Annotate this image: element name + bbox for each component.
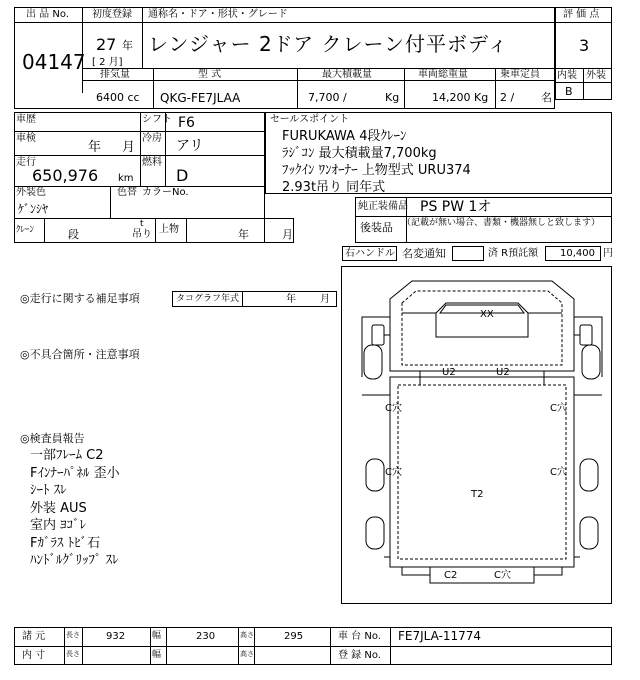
name-change-box bbox=[452, 246, 484, 261]
width-value: 230 bbox=[196, 631, 216, 642]
max-load-unit: Kg bbox=[385, 91, 400, 104]
reg-year-unit: 年 bbox=[122, 39, 133, 52]
history-label: 車歴 bbox=[16, 114, 36, 125]
mileage-label: 走行 bbox=[16, 157, 36, 168]
crane-ton-unit-top: t bbox=[140, 219, 144, 229]
score-value: 3 bbox=[579, 36, 590, 55]
mark-c2: C2 bbox=[444, 570, 458, 581]
recycle-label: 済 R預託額 bbox=[488, 248, 539, 259]
steering-value: 右ハンドル bbox=[345, 248, 395, 259]
inspection-month: 月 bbox=[122, 140, 136, 155]
height-label: 高さ bbox=[240, 631, 254, 639]
driving-notes-label: ◎走行に関する補足事項 bbox=[20, 292, 140, 305]
shift-value: F6 bbox=[178, 115, 195, 131]
inspector-line: ﾊﾝﾄﾞﾙｸﾞﾘｯﾌﾟ ｽﾚ bbox=[30, 553, 119, 568]
inspector-line: 室内 ﾖｺﾞﾚ bbox=[30, 518, 87, 533]
mark-t2: T2 bbox=[471, 489, 484, 500]
mark-c-right-2: C穴 bbox=[550, 467, 567, 478]
exterior-score-label: 外装 bbox=[586, 70, 606, 81]
max-load-label: 最大積載量 bbox=[322, 69, 372, 80]
in-length-label: 長さ bbox=[66, 650, 80, 658]
inspector-report-label: ◎検査員報告 bbox=[20, 432, 85, 445]
lot-label: 出 品 No. bbox=[26, 9, 69, 20]
first-reg-label: 初度登録 bbox=[92, 9, 132, 20]
upper-month: 月 bbox=[282, 228, 293, 241]
inspector-line: ｼｰﾄ ｽﾚ bbox=[30, 483, 67, 498]
mileage-unit: km bbox=[118, 173, 134, 184]
mileage-value: 650,976 bbox=[32, 166, 99, 185]
capacity-label: 乗車定員 bbox=[500, 69, 540, 80]
gross-weight-value: 14,200 Kg bbox=[432, 91, 489, 104]
truck-outline-diagram bbox=[342, 267, 611, 603]
tacho-year: 年 bbox=[286, 294, 296, 305]
crane-label: ｸﾚｰﾝ bbox=[16, 225, 35, 235]
ext-color-value: ｹﾞﾝｼﾔ bbox=[18, 202, 49, 216]
inspection-year: 年 bbox=[88, 140, 102, 155]
model-value: QKG-FE7JLAA bbox=[160, 91, 241, 105]
interior-dims-label: 内 寸 bbox=[22, 650, 46, 661]
vehicle-title: レンジャー 2ドア クレーン付平ボディ bbox=[148, 32, 509, 56]
vehicle-diagram-frame bbox=[341, 266, 612, 604]
aftermarket-label: 後装品 bbox=[360, 221, 393, 234]
sales-point-line: ﾗｼﾞｺﾝ 最大積載量7,700kg bbox=[282, 146, 437, 161]
genuine-equipment-label: 純正装備品 bbox=[358, 201, 408, 212]
sales-point-line: FURUKAWA 4段ｸﾚｰﾝ bbox=[282, 129, 407, 144]
shift-label: シフト bbox=[142, 114, 172, 125]
mark-xx: XX bbox=[480, 309, 494, 320]
name-change-label: 名変通知 bbox=[402, 247, 446, 260]
sales-point-line: ﾌｯｸｲﾝ ﾜﾝｵｰﾅｰ 上物型式 URU374 bbox=[282, 163, 471, 178]
fuel-value: D bbox=[176, 166, 189, 185]
mark-c-left-1: C穴 bbox=[385, 403, 402, 414]
chassis-value: FE7JLA-11774 bbox=[398, 629, 482, 643]
tacho-month: 月 bbox=[320, 294, 330, 305]
mark-c-bottom: C穴 bbox=[494, 570, 511, 581]
capacity-value: 2 / bbox=[500, 91, 515, 104]
tacho-label: タコグラフ年式 bbox=[176, 294, 240, 304]
length-label: 長さ bbox=[66, 631, 80, 639]
in-height-label: 高さ bbox=[240, 650, 254, 658]
gross-weight-label: 車両総重量 bbox=[418, 69, 468, 80]
reg-month: [ 2 月] bbox=[92, 57, 123, 68]
mark-u2-left: U2 bbox=[442, 367, 456, 378]
score-label: 評 価 点 bbox=[563, 9, 600, 20]
inspection-label: 車検 bbox=[16, 133, 36, 144]
crane-stage: 段 bbox=[68, 228, 79, 241]
ac-label: 冷房 bbox=[142, 133, 162, 144]
sales-points-label: セールスポイント bbox=[270, 114, 350, 125]
upper-year: 年 bbox=[238, 228, 249, 241]
mark-u2-right: U2 bbox=[496, 367, 510, 378]
lot-number: 04147 bbox=[22, 50, 86, 74]
recycle-amount: 10,400 bbox=[560, 248, 595, 259]
genuine-equipment-value: PS PW 1オ bbox=[420, 199, 492, 215]
model-label: 型 式 bbox=[198, 69, 222, 80]
reg-year: 27 bbox=[96, 35, 117, 54]
displacement-label: 排気量 bbox=[100, 69, 130, 80]
ext-color-label: 外装色 bbox=[16, 187, 46, 198]
max-load-value: 7,700 / bbox=[308, 91, 347, 104]
width-label: 幅 bbox=[152, 631, 162, 641]
sales-points-list bbox=[282, 128, 471, 196]
defects-label: ◎不具合箇所・注意事項 bbox=[20, 348, 140, 361]
dims-label: 諸 元 bbox=[22, 631, 46, 642]
mark-c-right-1: C穴 bbox=[550, 403, 567, 414]
aftermarket-note: （記載が無い場合、書類・機器無しと致します） bbox=[402, 218, 601, 228]
fuel-label: 燃料 bbox=[142, 157, 162, 168]
color-code-label: カラーNo. bbox=[142, 187, 189, 198]
upper-label: 上物 bbox=[159, 224, 179, 235]
sales-point-line: 2.93t吊り 同年式 bbox=[282, 180, 386, 195]
inspector-line: Fｲﾝﾅｰﾊﾟﾈﾙ 歪小 bbox=[30, 465, 120, 481]
inspector-line: 外装 AUS bbox=[30, 500, 87, 516]
recycle-unit: 円 bbox=[603, 248, 613, 259]
registration-label: 登 録 No. bbox=[338, 650, 381, 661]
height-value: 295 bbox=[284, 631, 304, 642]
inspector-line: Fｶﾞﾗｽ ﾄﾋﾞ石 bbox=[30, 535, 101, 551]
in-width-label: 幅 bbox=[152, 650, 162, 660]
capacity-unit: 名 bbox=[541, 91, 552, 104]
interior-score-label: 内装 bbox=[557, 70, 577, 81]
inspector-line: 一部ﾌﾚｰﾑ C2 bbox=[30, 448, 104, 463]
mark-c-left-2: C穴 bbox=[385, 467, 402, 478]
length-value: 932 bbox=[106, 631, 126, 642]
interior-score: B bbox=[565, 85, 573, 98]
color-no-label: 色替 bbox=[117, 187, 137, 198]
ac-value: アリ bbox=[176, 138, 204, 154]
title-label: 通称名・ドア・形状・グレード bbox=[148, 9, 288, 20]
crane-ton-unit: 吊り bbox=[132, 229, 152, 240]
displacement-value: 6400 cc bbox=[96, 91, 140, 104]
chassis-label: 車 台 No. bbox=[338, 631, 381, 642]
inspector-report-list bbox=[30, 447, 120, 570]
